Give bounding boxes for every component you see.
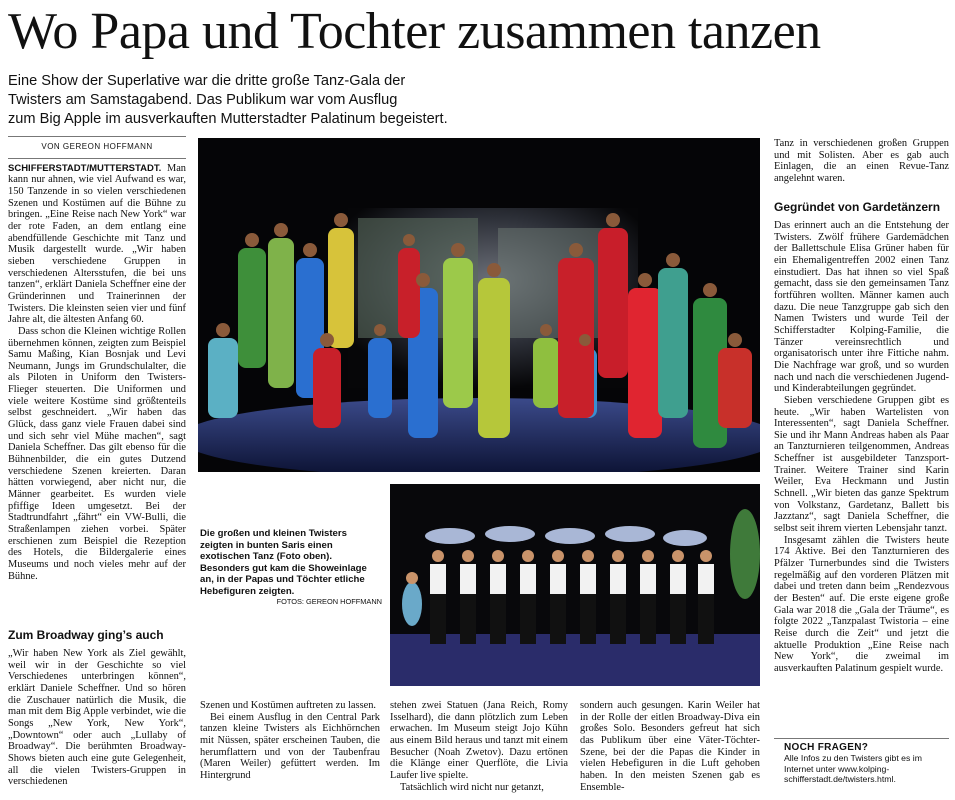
lead-line-2: Twisters am Samstagabend. Das Publikum war vom Ausflug <box>8 92 398 108</box>
infobox-title: NOCH FRAGEN? <box>784 742 869 753</box>
subhead-broadway: Zum Broadway ging’s auch <box>8 628 164 642</box>
column-1b <box>8 648 186 800</box>
article-paragraph: Tanz in verschiedenen großen Gruppen und mit Solisten. Aber es gab auch Einlagen, die an einen Revue-Tanz angelehnt waren. <box>774 138 949 184</box>
byline: VON GEREON HOFFMANN <box>8 136 186 159</box>
article-paragraph <box>8 163 186 326</box>
saree-dance-image <box>198 138 760 472</box>
photo-caption: Die großen und kleinen Twisters zeigten in bunten Saris einen exotischen Tanz (Foto oben). Besonders gut kam die Showeinlage an, in der Papas und Töchter etliche Hebefiguren zeigten. <box>200 528 367 597</box>
lead-line-3: zum Big Apple im ausverkauften Mutterstadter Palatinum begeistert. <box>8 111 448 127</box>
infobox-text: Alle Infos zu den Twisters gibt es im Internet unter www.kolping-schifferstadt.de/twisters.html. <box>784 753 922 784</box>
article-paragraph: Das erinnert auch an die Entstehung der Twisters. Zwölf frühere Gardemädchen der Ballettschule Elisa Grüner haben für ein Ehemaligentreffen 2002 einen Tanz einstudiert. Das hat ihnen so viel Spaß gemacht, dass sie den gemeinsamen Tanz fortführen wollten. Männer kamen auch dazu. Die neue Tanzgruppe gab sich den Namen Twisters und wurde Teil der Schifferstadter Kolping-Familie, die Tänzer vereinsrechtlich und organisatorisch unter ihre Fittiche nahm. Die Nachfrage war groß, und so wurden nach und nach die verschiedenen Jugend- und Kinderabteilungen gegründet. <box>774 220 949 395</box>
infobox <box>784 742 949 785</box>
photo-saree-dance <box>198 138 760 472</box>
paragraph-text: Man kann nur ahnen, wie viel Aufwand es war, 150 Tanzende in so vielen verschiedenen Szenen und Kostümen auf die Bühne zu bringen. „Eine Reise nach New York“ war der rote Faden, an dem entlang eine abendfüllende Geschichte mit Tanz und Musik dargestellt wurde. „Wir haben sieben verschiedene Gruppen in verschiedenen Altersstufen, die bei uns tanzen“, erklärt Daniela Scheffner eine der Gründerinnen und Trainerinnen der Twisters. Die kleinsten seien vier und fünf Jahre alt, die ältesten Anfang 60. <box>8 162 186 326</box>
article-paragraph: sondern auch gesungen. Karin Weiler hat in der Rolle der eitlen Broadway-Diva ein großes Solo. Besonders gefreut hat sich das Publikum über eine Väter-Töchter-Szene, bei der die Papas die Kinder in vielen Hebefiguren in die Luft gehoben haben. In den meisten Szenen gab es Ensemble- <box>580 700 760 793</box>
dateline: SCHIFFERSTADT/MUTTERSTADT. <box>8 162 162 174</box>
article-paragraph: Dass schon die Kleinen wichtige Rollen übernehmen können, zeigten zum Beispiel Samu Maßing, Kian Bosnjak und Levi Neumann, Jungs im Grundschulalter, die als Piloten in Uniform den Twisters-Flieger steuerten. Die Uniformen und viele weitere Kostüme sind größtenteils selbst geschneidert. „Wir haben das Glück, dass ganz viele Frauen dabei sind und sich sehr viel Mühe machen“, sagt Daniela Scheffner. Das gilt ebenso für die Bühnenbilder, die ein gutes Dutzend verschiedene Szenen kreierten. Daran hätten vorwiegend, aber nicht nur, die Männer gearbeitet. Es wurden viele pfiffige Ideen umgesetzt. Bei der Stadtrundfahrt „fährt“ ein VW-Bulli, die Straßenlampen ziehen vorbei. Später erschienen zum Beispiel die Rezeption des Hotels, die Bildergalerie eines Museums und noch vieles mehr auf der Bühne. <box>8 325 186 582</box>
column-3 <box>390 700 568 800</box>
lead-line-1: Eine Show der Superlative war die dritte große Tanz-Gala der <box>8 73 406 89</box>
photo-credit: FOTOS: GEREON HOFFMANN <box>276 597 382 606</box>
photo-caption-block <box>200 528 382 606</box>
subhead-gardetaenzer: Gegründet von Gardetänzern <box>774 200 941 214</box>
article-paragraph: Sieben verschiedene Gruppen gibt es heute. „Wir haben Wartelisten von Interessenten“, sagt Daniela Scheffner. Sie und ihr Mann Andreas haben als Paar an Tanzturnieren teilgenommen, Andreas Scheffner ist ausgebildeter Tanzsport-Trainer. Weitere Trainer sind Karin Weiler, Eva Heckmann und Justin Schnell. „Wir bieten das ganze Spektrum von Volkstanz, Gardetanz, Ballett bis Jazztanz“, sagt Daniela Scheffner, die selbst seit ihrem vierten Lebensjahr tanzt. <box>774 394 949 535</box>
article-paragraph: Szenen und Kostümen auftreten zu lassen. <box>200 700 377 711</box>
column-1 <box>8 136 186 622</box>
article-paragraph: Bei einem Ausflug in den Central Park tanzen kleine Twisters als Eichhörnchen mit Nüssen, später erscheinen Tauben, die herumflattern und von der Taubenfrau (Maren Weiler) gefüttert werden. Im Hintergrund <box>200 711 380 781</box>
column-5-top <box>774 138 949 200</box>
infobox-rule <box>774 738 949 739</box>
column-5 <box>774 220 949 736</box>
article-paragraph: Insgesamt zählen die Twisters heute 174 Aktive. Bei den Tanzturnieren des Pfälzer Turnerbundes sind die Twisters regelmäßig auf den vorderen Plätzen mit dabei und treten dann beim „Rendezvous der Besten“ auf. Die erste eigene große Gala war 2018 die „Gala der Träume“, es folgte 2022 „Tanzpalast Twistoria – eine Reise durch die Zeit“ und jetzt die aktuelle Produktion „Eine Reise nach New York“, die zweimal im ausverkauften Palatinum gespielt wurde. <box>774 534 949 674</box>
article-paragraph: „Wir haben New York als Ziel gewählt, weil wir in der Geschichte so viel Verschiedenes unterbringen können“, erklärt Daniele Scheffner. Und so hören die Zuschauer natürlich die Musik, die man mit dem Big Apple verbindet, wie die Songs „New York, New York“, „Downtown“ oder auch „Lullaby of Broadway“. Die berühmten Broadway-Shows bieten auch eine gute Gelegenheit, all die vielen Twisters-Gruppen in verschiedenen <box>8 648 186 788</box>
father-daughter-image <box>390 484 760 686</box>
headline: Wo Papa und Tochter zusammen tanzen <box>8 3 821 60</box>
article-paragraph: Tatsächlich wird nicht nur getanzt, <box>400 781 544 793</box>
column-2 <box>200 700 380 800</box>
photo-father-daughter <box>390 484 760 686</box>
column-4 <box>580 700 760 800</box>
article-paragraph: stehen zwei Statuen (Jana Reich, Romy Isselhard), die dann plötzlich zum Leben erwachen. Im Museum steigt Jojo Kühn aus einem Bild heraus und tanzt mit einem Besucher (Noah Zwetov). Dazu ertönen die Klänge einer Querflöte, die Livia Laufer live spielte. <box>390 700 568 781</box>
lead-paragraph <box>8 72 508 129</box>
